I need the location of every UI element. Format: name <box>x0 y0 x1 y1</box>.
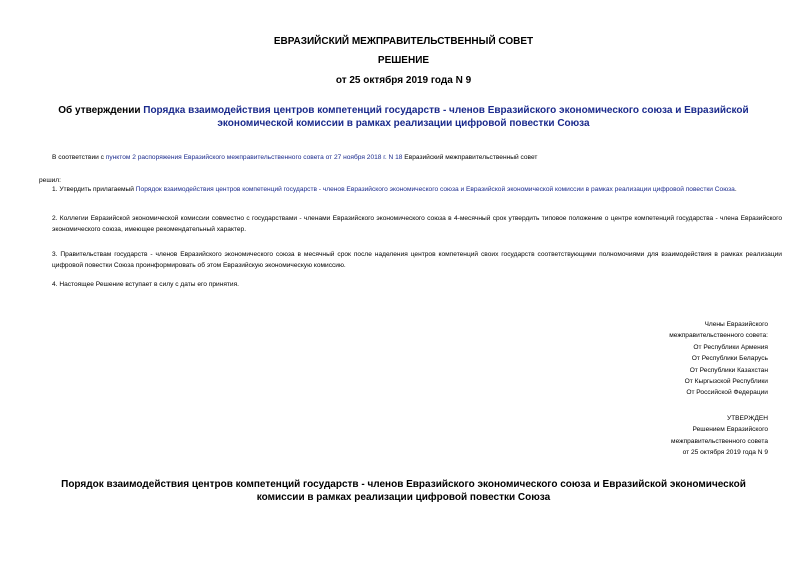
preamble-order-link[interactable]: пунктом 2 распоряжения Евразийского межправительственного совета от 27 ноября 2018 г. N 18 <box>105 154 403 161</box>
preamble-paragraph <box>39 152 782 163</box>
point-1-prefix: 1. Утвердить прилагаемый <box>52 186 136 193</box>
country-russia: От Российской Федерации <box>686 389 768 397</box>
subject-prefix: Об утверждении <box>58 105 144 116</box>
decision-subject <box>36 104 771 130</box>
decision-date-number: от 25 октября 2019 года N 9 <box>335 75 472 86</box>
decided-word: решил: <box>39 177 61 184</box>
country-belarus: От Республики Беларусь <box>691 355 768 363</box>
point-1-suffix: . <box>734 186 737 193</box>
members-signature-block <box>568 319 768 399</box>
approved-line2: Решением Евразийского <box>692 426 768 434</box>
country-armenia: От Республики Армения <box>693 343 768 351</box>
country-kazakhstan: От Республики Казахстан <box>689 366 768 374</box>
preamble-prefix: В соответствии с <box>52 154 106 161</box>
point-4-paragraph: 4. Настоящее Решение вступает в силу с даты его принятия. <box>52 281 240 288</box>
country-kyrgyzstan: От Кыргызской Республики <box>684 378 768 386</box>
decision-heading: РЕШЕНИЕ <box>377 55 430 66</box>
subject-order-link[interactable]: Порядка взаимодействия центров компетенций государств - членов Евразийского экономического союза и Евразийской экономической комиссии в рамках реализации цифровой повестки Союза <box>143 105 749 129</box>
council-heading: ЕВРАЗИЙСКИЙ МЕЖПРАВИТЕЛЬСТВЕННЫЙ СОВЕТ <box>273 36 534 47</box>
annex-title: Порядок взаимодействия центров компетенций государств - членов Евразийского экономического союза и Евразийской экономической комиссии в рамках реализации цифровой повестки Союза <box>61 479 746 503</box>
point-3-paragraph: 3. Правительствам государств - членов Евразийского экономического союза в месячный срок после наделения центров компетенций своих государств соответствующими полномочиями для взаимодействия в рамках реализации цифровой повестки Союза проинформировать об этом Евразийскую экономическую комиссию. <box>52 251 782 269</box>
approved-line1: УТВЕРЖДЕН <box>726 415 768 422</box>
members-title-line2: межправительственного совета: <box>669 332 768 340</box>
members-title-line1: Члены Евразийского <box>704 321 768 328</box>
point-1-paragraph <box>39 184 782 195</box>
preamble-suffix: Евразийский межправительственный совет <box>402 154 538 161</box>
approved-line4: от 25 октября 2019 года N 9 <box>682 449 768 457</box>
point-2-paragraph: 2. Коллегии Евразийской экономической комиссии совместно с государствами - членами Евразийского экономического союза в 4-месячный срок утвердить типовое положение о центре компетенций государства - члена Евразийского экономического союза, имеющее рекомендательный характер. <box>52 215 782 233</box>
approval-stamp-block <box>568 413 768 459</box>
point-1-order-link[interactable]: Порядок взаимодействия центров компетенций государств - членов Евразийского экономического союза и Евразийской экономической комиссии в рамках реализации цифровой повестки Союза <box>135 186 735 193</box>
approved-line3: межправительственного совета <box>671 437 768 445</box>
